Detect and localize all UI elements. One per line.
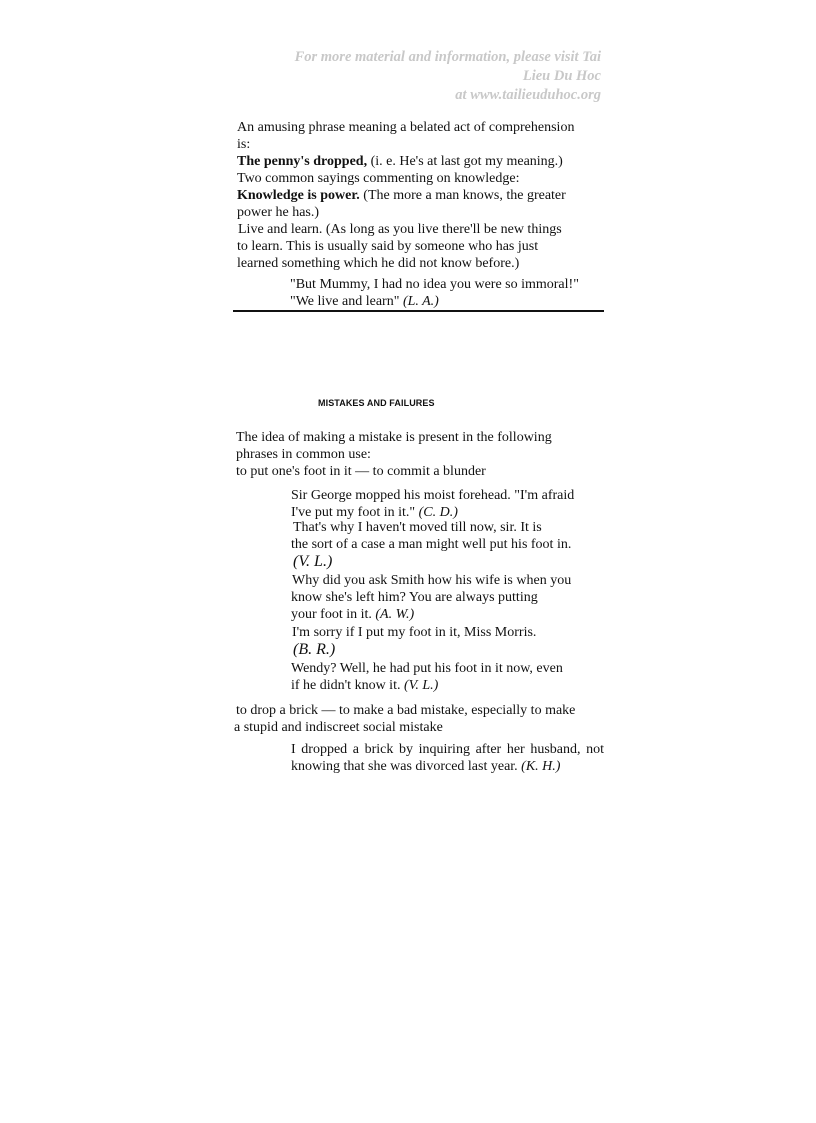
intro-line-1: An amusing phrase meaning a belated act of comprehension: [237, 120, 575, 135]
example-5-line-2: [291, 677, 438, 694]
brick-definition-line-1: to drop a brick — to make a bad mistake, especially to make: [236, 703, 576, 718]
section-heading: MISTAKES AND FAILURES: [318, 398, 435, 408]
example-2-source: (V. L.): [293, 553, 333, 570]
watermark-line-2: Lieu Du Hoc: [522, 68, 601, 84]
example-5-source: (V. L.): [403, 678, 439, 693]
sayings-intro: Two common sayings commenting on knowledge:: [237, 171, 520, 186]
section-divider: [233, 310, 604, 312]
example-3-text: your foot in it.: [291, 607, 376, 622]
example-3-line-2: know she's left him? You are always putting: [291, 590, 538, 605]
example-2-line-2: the sort of a case a man might well put his foot in.: [291, 537, 572, 552]
example-1-line-1: Sir George mopped his moist forehead. "I'm afraid: [291, 488, 575, 503]
knowledge-line: [237, 187, 566, 204]
knowledge-phrase: Knowledge is power.: [237, 188, 360, 203]
quote-line-1: "But Mummy, I had no idea you were so immoral!": [290, 277, 579, 292]
example-2-line-1: That's why I haven't moved till now, sir. It is: [293, 520, 542, 535]
brick-example-text: I dropped a brick by inquiring after her husband, not knowing that she was divorced last year.: [291, 742, 604, 774]
example-3-source: (A. W.): [375, 607, 415, 622]
example-1-source: (C. D.): [418, 505, 458, 520]
quote-line-2: [290, 293, 439, 310]
idea-line-1: The idea of making a mistake is present in the following: [236, 430, 552, 445]
watermark: [295, 48, 601, 105]
idea-line-2: phrases in common use:: [236, 447, 371, 462]
example-5-line-1: Wendy? Well, he had put his foot in it now, even: [291, 661, 563, 676]
live-line-1: Live and learn. (As long as you live there'll be new things: [238, 222, 562, 237]
example-4-line-1: I'm sorry if I put my foot in it, Miss Morris.: [292, 625, 537, 640]
example-3-line-1: Why did you ask Smith how his wife is when you: [292, 573, 572, 588]
watermark-link[interactable]: at www.tailieuduhoc.org: [455, 87, 601, 103]
example-5-text: if he didn't know it.: [291, 678, 404, 693]
penny-explanation: (i. e. He's at last got my meaning.): [367, 154, 563, 169]
quote-text: "We live and learn": [290, 294, 403, 309]
knowledge-explanation: (The more a man knows, the greater: [359, 188, 566, 203]
example-4-source: (B. R.): [293, 641, 336, 658]
knowledge-continued: power he has.): [237, 205, 320, 220]
brick-example: [291, 741, 604, 775]
live-line-3: learned something which he did not know before.): [237, 256, 520, 271]
intro-line-2: is:: [237, 137, 251, 152]
brick-definition-line-2: a stupid and indiscreet social mistake: [234, 720, 443, 735]
foot-definition: to put one's foot in it — to commit a blunder: [236, 464, 486, 479]
example-1-text: I've put my foot in it.": [291, 505, 419, 520]
live-line-2: to learn. This is usually said by someone who has just: [237, 239, 539, 254]
quote-source: (L. A.): [402, 294, 439, 309]
watermark-line-1: For more material and information, please visit Tai: [294, 49, 601, 65]
penny-phrase: The penny's dropped,: [237, 154, 368, 169]
example-3-line-3: [291, 606, 414, 623]
penny-line: [237, 153, 563, 170]
brick-example-source: (K. H.): [521, 759, 561, 774]
